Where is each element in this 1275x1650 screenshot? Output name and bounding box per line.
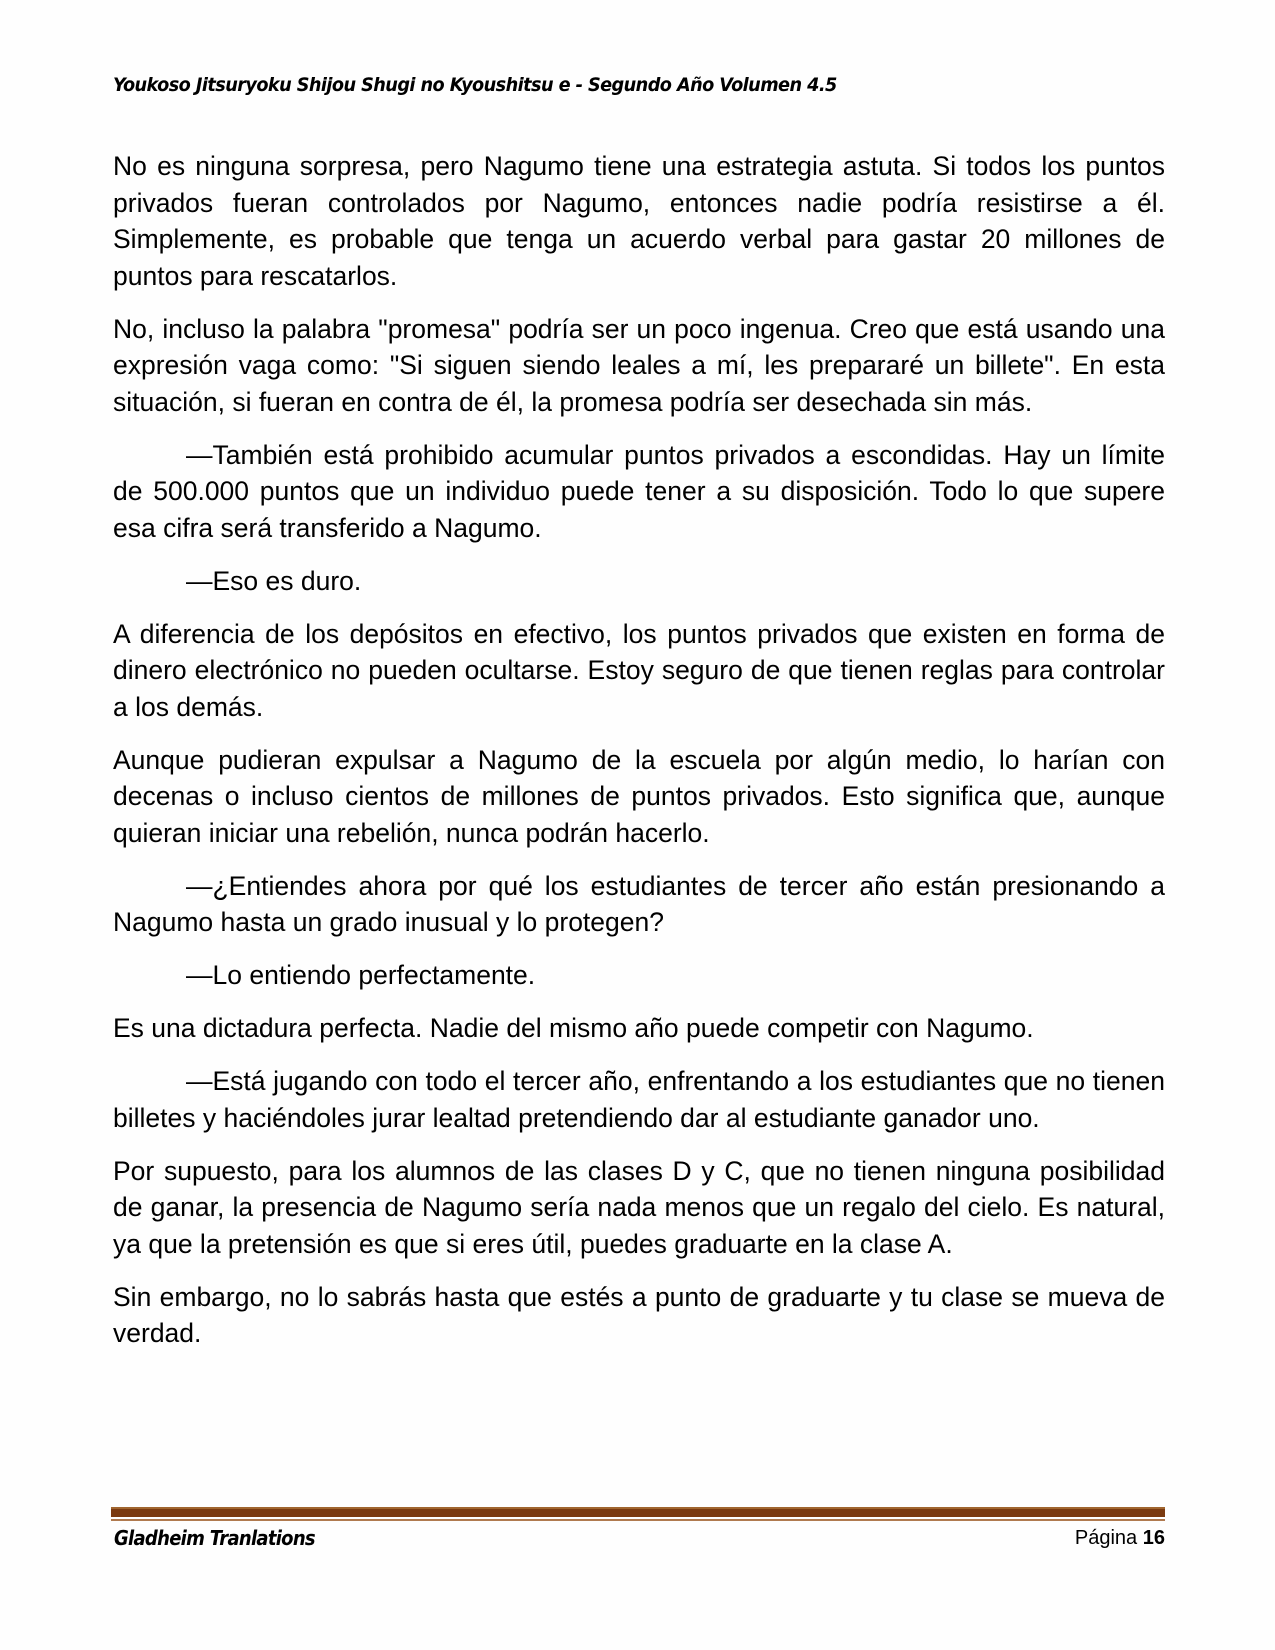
page-number-value: 16 — [1142, 1527, 1165, 1549]
paragraph: Sin embargo, no lo sabrás hasta que estés a punto de graduarte y tu clase se mueva de verdad. — [113, 1281, 1165, 1348]
running-header-title: Youkoso Jitsuryoku Shijou Shugi no Kyoushitsu e - Segundo Año Volumen 4.5 — [113, 74, 837, 96]
dialogue-paragraph: —Eso es duro. — [186, 565, 362, 596]
paragraph: Es una dictadura perfecta. Nadie del mismo año puede competir con Nagumo. — [113, 1013, 1034, 1043]
page-label: Página — [1074, 1527, 1138, 1549]
paragraph: Aunque pudieran expulsar a Nagumo de la escuela por algún medio, lo harían con decenas o incluso cientos de millones de puntos privados. Esto significa que, aunque quieran iniciar una rebelión, nunca podrán hacerlo. — [113, 744, 1165, 848]
dialogue-paragraph: —Está jugando con todo el tercer año, enfrentando a los estudiantes que no tienen billetes y haciéndoles jurar lealtad pretendiendo dar al estudiante ganador uno. — [113, 1066, 1165, 1133]
body-text — [113, 148, 1165, 1368]
footer-credit: Gladheim Tranlations — [114, 1526, 315, 1550]
dialogue-paragraph: —¿Entiendes ahora por qué los estudiantes de tercer año están presionando a Nagumo hasta un grado inusual y lo protegen? — [113, 870, 1165, 937]
paragraph: A diferencia de los depósitos en efectivo, los puntos privados que existen en forma de dinero electrónico no pueden ocultarse. Estoy seguro de que tienen reglas para controlar a los demás. — [113, 618, 1165, 722]
paragraph: Por supuesto, para los alumnos de las clases D y C, que no tienen ninguna posibilidad de ganar, la presencia de Nagumo sería nada menos que un regalo del cielo. Es natural, ya que la pretensión es que si eres útil, puedes graduarte en la clase A. — [113, 1155, 1165, 1259]
paragraph: No, incluso la palabra "promesa" podría ser un poco ingenua. Creo que está usando una expresión vaga como: "Si siguen siendo leales a mí, les prepararé un billete". En esta situación, si fueran en contra de él, la promesa podría ser desechada sin más. — [113, 313, 1165, 417]
dialogue-paragraph: —Lo entiendo perfectamente. — [186, 960, 536, 990]
footer-rule — [111, 1509, 1165, 1517]
page-number — [1075, 1527, 1165, 1550]
footer-rule-thin — [111, 1519, 1165, 1521]
paragraph: No es ninguna sorpresa, pero Nagumo tiene una estrategia astuta. Si todos los puntos privados fueran controlados por Nagumo, entonces nadie podría resistirse a él. Simplemente, es probable que tenga un acuerdo verbal para gastar 20 millones de puntos para rescatarlos. — [113, 151, 1165, 291]
dialogue-paragraph: —También está prohibido acumular puntos privados a escondidas. Hay un límite de 500.000 puntos que un individuo puede tener a su disposición. Todo lo que supere esa cifra será transferido a Nagumo. — [113, 439, 1165, 543]
